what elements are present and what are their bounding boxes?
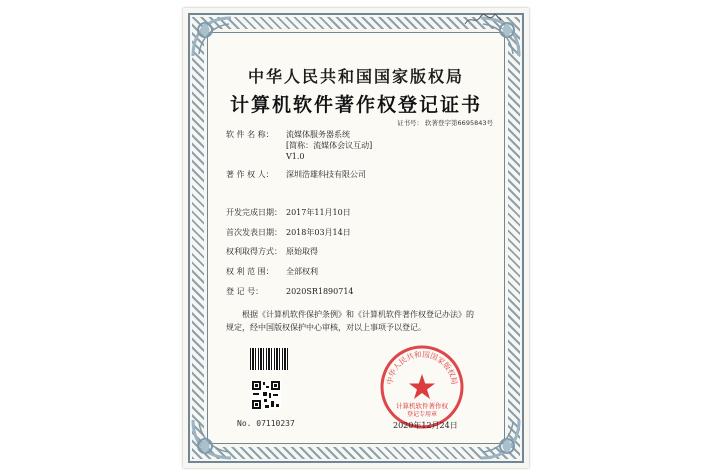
field-value: 2020SR1890714 — [286, 287, 354, 296]
field-label: 登 记 号： — [226, 287, 264, 296]
software-short-name-line: [简称：流媒体会议互动] — [286, 141, 373, 150]
handwritten-signature-icon — [463, 10, 503, 28]
field-registration-number — [226, 286, 354, 297]
issuer-title: 中华人民共和国国家版权局 — [247, 67, 464, 86]
corner-ornament-icon — [189, 14, 235, 60]
field-label: 首次发表日期： — [226, 228, 282, 237]
qr-code-icon — [251, 380, 281, 410]
certificate-title: 计算机软件著作权登记证书 — [229, 94, 482, 116]
issue-date: 2020年12月24日 — [393, 421, 458, 430]
field-software-name — [226, 129, 372, 162]
seal-bottom-line2: 登记专用章 — [406, 411, 438, 418]
field-label: 开发完成日期： — [226, 208, 282, 217]
certificate-number: 证书号： 软著登字第6695843号 — [396, 119, 493, 127]
field-label: 软 件 名 称： — [226, 130, 274, 139]
field-copyright-holder — [226, 169, 366, 180]
registration-statement — [226, 308, 488, 334]
field-value: 深圳浩雄科技有限公司 — [286, 170, 366, 179]
official-seal-icon — [379, 344, 465, 430]
seal-top-text: 中华人民共和国国家版权局 — [384, 349, 460, 386]
field-publish-date — [226, 227, 351, 238]
corner-ornament-icon — [477, 416, 523, 462]
serial-number: No. 07110237 — [237, 419, 295, 428]
software-version-line: V1.0 — [286, 152, 305, 161]
certificate-page — [183, 8, 529, 468]
software-name-line: 流媒体服务器系统 — [286, 130, 350, 139]
field-label: 著 作 权 人： — [226, 170, 274, 179]
field-value: 原始取得 — [286, 247, 318, 256]
field-value: 2018年03月14日 — [286, 228, 351, 237]
field-label: 权利取得方式： — [226, 247, 282, 256]
field-value: 全部权利 — [286, 267, 318, 276]
seal-bottom-line1: 计算机软件著作权 — [396, 402, 448, 410]
field-completion-date — [226, 207, 351, 218]
barcode-icon — [250, 348, 288, 370]
field-value: 2017年11月10日 — [286, 208, 351, 217]
field-value — [286, 129, 372, 162]
statement-line: 根据《计算机软件保护条例》和《计算机软件著作权登记办法》的 — [242, 310, 474, 319]
field-rights-scope — [226, 266, 318, 277]
field-rights-acquisition — [226, 246, 318, 257]
statement-line: 规定，经中国版权保护中心审核，对以上事项予以登记。 — [226, 323, 426, 332]
field-label: 权 利 范 围： — [226, 267, 274, 276]
corner-ornament-icon — [189, 416, 235, 462]
